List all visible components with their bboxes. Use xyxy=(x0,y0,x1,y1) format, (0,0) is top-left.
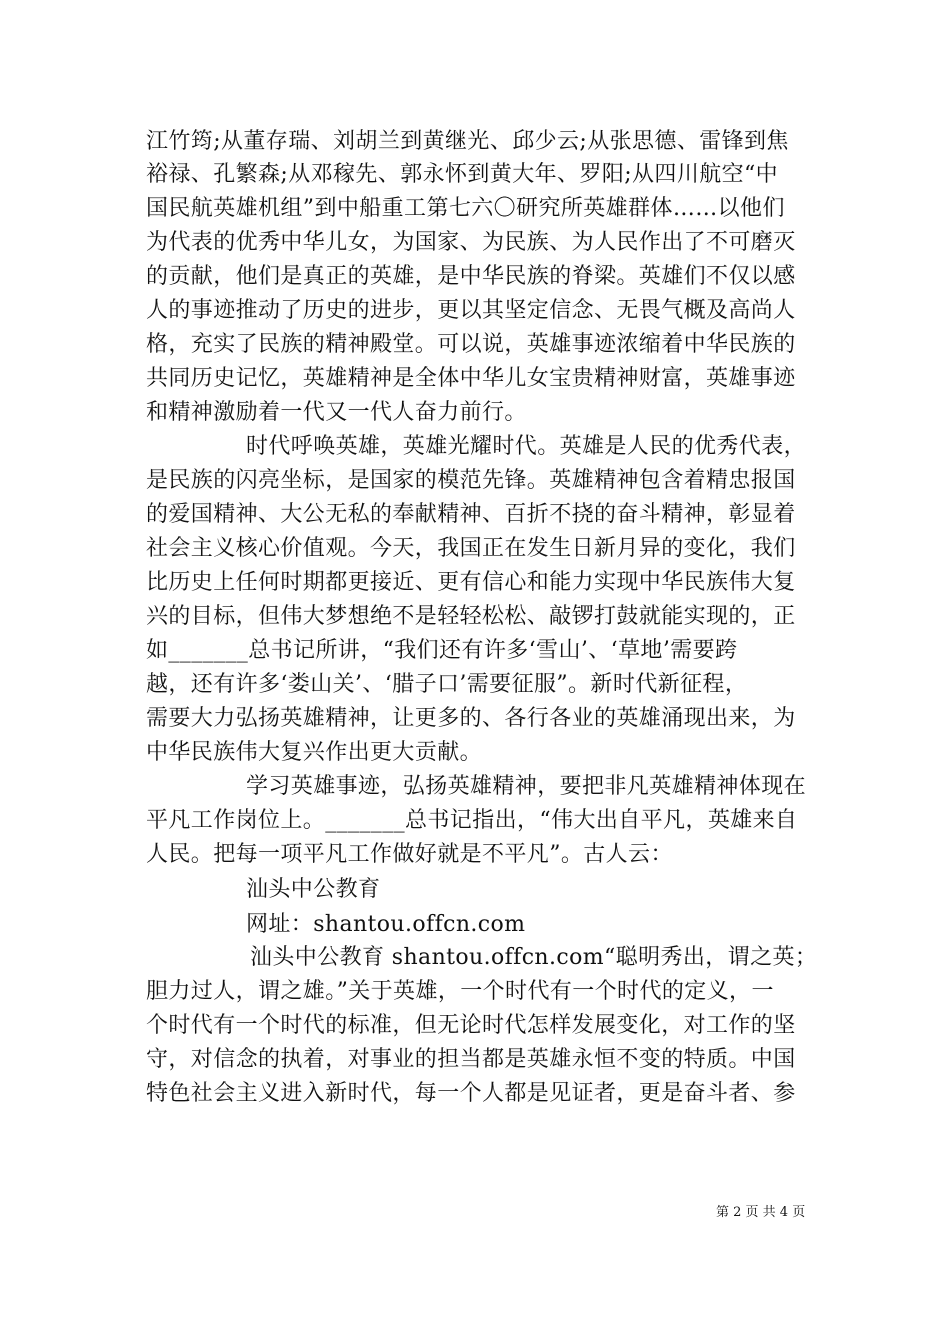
paragraph-start-line: 汕头中公教育 shantou.offcn.com“聪明秀出，谓之英； xyxy=(250,945,818,970)
text-line: 胆力过人，谓之雄。”关于英雄，一个时代有一个时代的定义，一 xyxy=(146,979,774,1004)
text-line: 特色社会主义进入新时代，每一个人都是见证者，更是奋斗者、参 xyxy=(146,1081,796,1106)
text-line: 共同历史记忆，英雄精神是全体中华儿女宝贵精神财富，英雄事迹 xyxy=(146,366,796,391)
text-line: 是民族的闪亮坐标，是国家的模范先锋。英雄精神包含着精忠报国 xyxy=(146,468,796,493)
paragraph-start-line: 时代呼唤英雄，英雄光耀时代。英雄是人民的优秀代表， xyxy=(246,434,807,459)
text-line: 兴的目标，但伟大梦想绝不是轻轻松松、敲锣打鼓就能实现的，正 xyxy=(146,604,796,629)
text-line: 比历史上任何时期都更接近、更有信心和能力实现中华民族伟大复 xyxy=(146,570,796,595)
text-line: 人民。把每一项平凡工作做好就是不平凡”。古人云： xyxy=(146,842,673,867)
text-line: 越，还有许多‘娄山关’、‘腊子口’需要征服”。新时代新征程， xyxy=(146,672,748,697)
text-line: 如_______总书记所讲，“我们还有许多‘雪山’、‘草地’需要跨 xyxy=(146,638,738,663)
text-line: 为代表的优秀中华儿女，为国家、为民族、为人民作出了不可磨灭 xyxy=(146,230,796,255)
text-line: 国民航英雄机组”到中船重工第七六〇研究所英雄群体……以他们 xyxy=(146,196,785,221)
text-line: 中华民族伟大复兴作出更大贡献。 xyxy=(146,740,483,765)
text-line: 裕禄、孔繁森;从邓稼先、郭永怀到黄大年、罗阳;从四川航空“中 xyxy=(146,162,779,187)
text-line: 和精神激励着一代又一代人奋力前行。 xyxy=(146,400,527,425)
text-line: 格，充实了民族的精神殿堂。可以说，英雄事迹浓缩着中华民族的 xyxy=(146,332,796,357)
text-line: 人的事迹推动了历史的进步，更以其坚定信念、无畏气概及高尚人 xyxy=(146,298,796,323)
text-line: 的贡献，他们是真正的英雄，是中华民族的脊梁。英雄们不仅以感 xyxy=(146,264,796,289)
publisher-name: 汕头中公教育 xyxy=(246,877,381,902)
text-line: 平凡工作岗位上。_______总书记指出，“伟大出自平凡，英雄来自 xyxy=(146,808,798,833)
text-line: 的爱国精神、大公无私的奉献精神、百折不挠的奋斗精神，彰显着 xyxy=(146,502,796,527)
text-line: 个时代有一个时代的标准，但无论时代怎样发展变化，对工作的坚 xyxy=(146,1013,796,1038)
text-line: 社会主义核心价值观。今天，我国正在发生日新月异的变化，我们 xyxy=(146,536,796,561)
text-line: 江竹筠;从董存瑞、刘胡兰到黄继光、邱少云;从张思德、雷锋到焦 xyxy=(146,129,789,154)
paragraph-start-line: 学习英雄事迹，弘扬英雄精神，要把非凡英雄精神体现在 xyxy=(246,774,807,799)
page-number-footer: 第 2 页 共 4 页 xyxy=(716,1205,806,1220)
text-line: 守，对信念的执着，对事业的担当都是英雄永恒不变的特质。中国 xyxy=(146,1047,796,1072)
text-line: 需要大力弘扬英雄精神，让更多的、各行各业的英雄涌现出来，为 xyxy=(146,706,796,731)
publisher-website: 网址：shantou.offcn.com xyxy=(246,912,526,937)
